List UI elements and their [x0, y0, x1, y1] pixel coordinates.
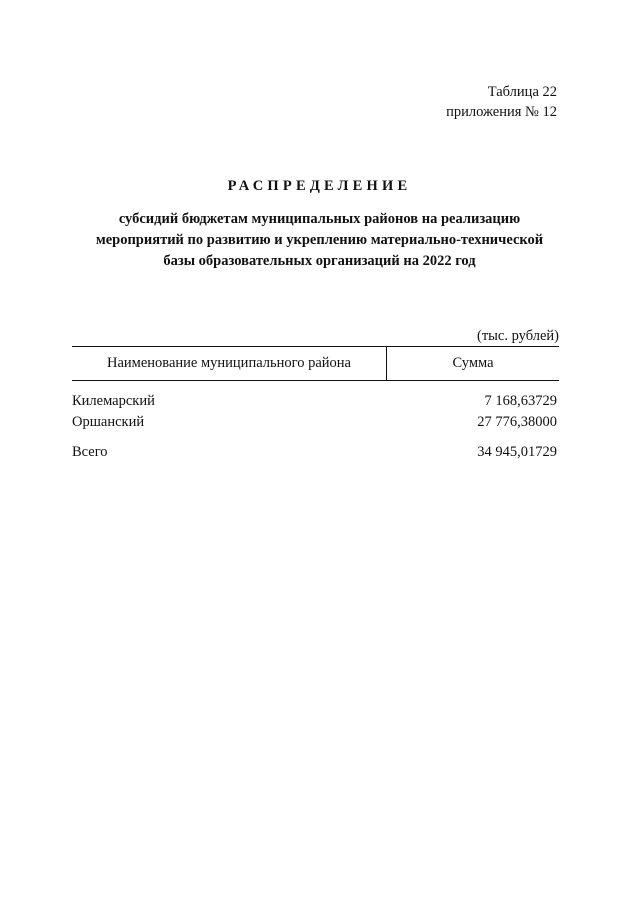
document-title: РАСПРЕДЕЛЕНИЕ — [227, 178, 412, 194]
district-sum: 7 168,63729 — [484, 393, 557, 409]
district-sum: 27 776,38000 — [477, 414, 557, 430]
column-header-name: Наименование муниципального района — [72, 347, 387, 380]
district-name: Килемарский — [72, 393, 155, 409]
subtitle-line: базы образовательных организаций на 2022 год — [163, 253, 476, 269]
column-header-sum: Сумма — [452, 355, 494, 371]
district-name: Оршанский — [72, 414, 145, 430]
units-label: (тыс. рублей) — [477, 328, 559, 344]
table-row — [72, 393, 559, 410]
total-sum: 34 945,01729 — [477, 444, 557, 460]
total-row — [72, 444, 559, 461]
table-header — [72, 346, 559, 381]
appendix-number: приложения № 12 — [446, 104, 557, 120]
subtitle-line: субсидий бюджетам муниципальных районов на реализацию — [118, 211, 521, 227]
table-number: Таблица 22 — [487, 84, 557, 100]
document-subtitle — [0, 209, 639, 272]
table-row — [72, 414, 559, 431]
total-label: Всего — [72, 444, 108, 460]
distribution-table — [72, 346, 559, 381]
table-reference — [446, 82, 557, 122]
subtitle-line: мероприятий по развитию и укреплению материально-технической — [95, 232, 544, 248]
